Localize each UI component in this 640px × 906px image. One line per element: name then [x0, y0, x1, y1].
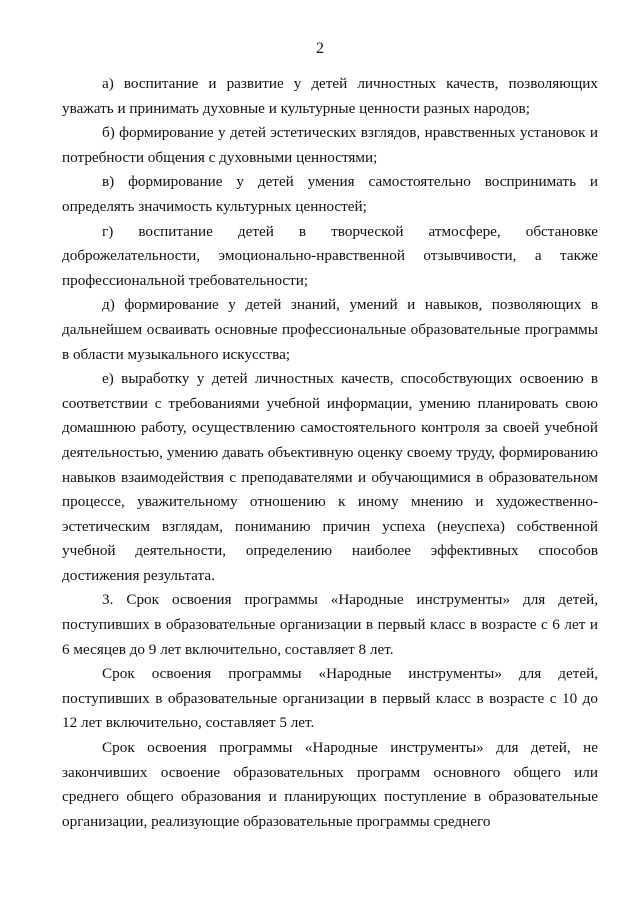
paragraph-term-8-years: 3. Срок освоения программы «Народные инструменты» для детей, поступивших в образовательные организации в первый класс в возрасте с 6 лет и 6 месяцев до 9 лет включительно, составляет 8 лет.: [62, 591, 598, 658]
paragraph-a: а) воспитание и развитие у детей личностных качеств, позволяющих уважать и принимать духовные и культурные ценности разных народов;: [62, 75, 598, 117]
paragraph-term-5-years: Срок освоения программы «Народные инструменты» для детей, поступивших в образовательные организации в первый класс в возрасте с 10 до 12 лет включительно, составляет 5 лет.: [62, 665, 598, 732]
paragraph-b: б) формирование у детей эстетических взглядов, нравственных установок и потребности общения с духовными ценностями;: [62, 124, 598, 166]
paragraph-v: в) формирование у детей умения самостоятельно воспринимать и определять значимость культурных ценностей;: [62, 173, 598, 215]
paragraph-d: д) формирование у детей знаний, умений и навыков, позволяющих в дальнейшем осваивать основные профессиональные образовательные программы в области музыкального искусства;: [62, 296, 598, 363]
paragraph-g: г) воспитание детей в творческой атмосфере, обстановке доброжелательности, эмоционально-нравственной отзывчивости, а также профессиональной требовательности;: [62, 222, 598, 289]
page-number: 2: [316, 40, 324, 57]
document-body: [62, 72, 598, 834]
paragraph-e: е) выработку у детей личностных качеств, способствующих освоению в соответствии с требованиями учебной информации, умению планировать свою домашнюю работу, осуществлению самостоятельного контроля за своей учебной деятельностью, умению давать объективную оценку своему труду, формированию навыков взаимодействия с преподавателями и обучающимися в образовательном процессе, уважительному отношению к иному мнению и художественно-эстетическим взглядам, пониманию причин успеха (неуспеха) собственной учебной деятельности, определению наиболее эффективных способов достижения результата.: [62, 370, 598, 584]
paragraph-term-other: Срок освоения программы «Народные инструменты» для детей, не закончивших освоение образовательных программ основного общего или среднего общего образования и планирующих поступление в образовательные организации, реализующие образовательные программы среднего: [62, 739, 598, 830]
